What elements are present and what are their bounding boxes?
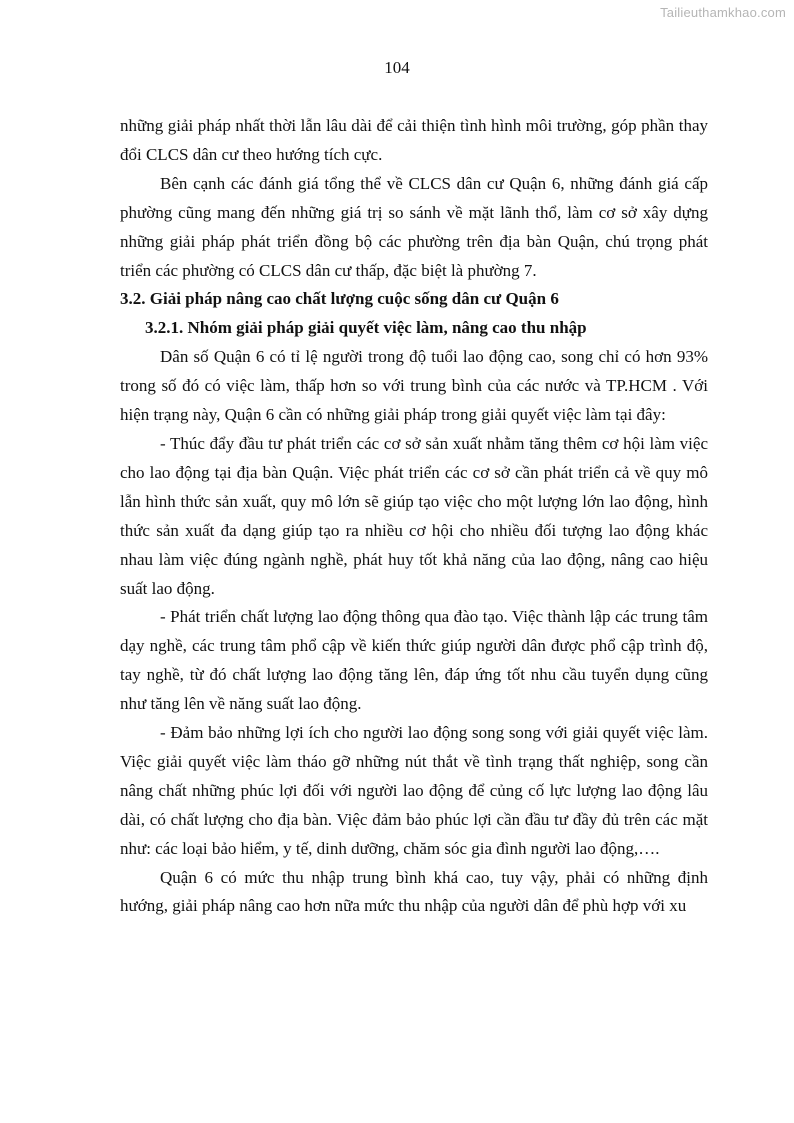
paragraph-income: Quận 6 có mức thu nhập trung bình khá cao, tuy vậy, phải có những định hướng, giải pháp nâng cao hơn nữa mức thu nhập của người dân để phù hợp với xu: [120, 867, 708, 916]
paragraph-ward-assessment: Bên cạnh các đánh giá tổng thể về CLCS dân cư Quận 6, những đánh giá cấp phường cũng mang đến những giá trị so sánh về mặt lãnh thổ, làm cơ sở xây dựng những giải pháp phát triển đồng bộ các phường trên địa bàn Quận, chú trọng phát triển các phường có CLCS dân cư thấp, đặc biệt là phường 7.: [120, 173, 708, 280]
bullet-investment: - Thúc đẩy đầu tư phát triển các cơ sở sản xuất nhằm tăng thêm cơ hội làm việc cho lao động tại địa bàn Quận. Việc phát triển các cơ sở cần phát triển cả về quy mô lẫn hình thức sản xuất, quy mô lớn sẽ giúp tạo việc cho một lượng lớn lao động, hình thức sản xuất đa dạng giúp tạo ra nhiều cơ hội cho nhiều đối tượng lao động khác nhau làm việc đúng ngành nghề, phát huy tốt khả năng của lao động, nâng cao hiệu suất lao động.: [120, 433, 708, 598]
page-number: 104: [384, 58, 410, 77]
paragraph-continuation: những giải pháp nhất thời lẫn lâu dài để cải thiện tình hình môi trường, góp phần thay đổi CLCS dân cư theo hướng tích cực.: [120, 116, 708, 164]
watermark: Tailieuthamkhao.com: [660, 5, 786, 20]
document-body: [120, 112, 708, 921]
bullet-benefits: - Đảm bảo những lợi ích cho người lao động song song với giải quyết việc làm. Việc giải quyết việc làm tháo gỡ những nút thắt về tình trạng thất nghiệp, song cần nâng chất những phúc lợi đối với người lao động để củng cố lực lượng lao động lâu dài, có chất lượng cho địa bàn. Việc đảm bảo phúc lợi cần đầu tư đầy đủ trên các mặt như: các loại bảo hiểm, y tế, dinh dưỡng, chăm sóc gia đình người lao động,….: [120, 723, 708, 858]
subsection-heading: 3.2.1. Nhóm giải pháp giải quyết việc làm, nâng cao thu nhập: [145, 318, 587, 338]
bullet-training: - Phát triển chất lượng lao động thông qua đào tạo. Việc thành lập các trung tâm dạy nghề, các trung tâm phổ cập về kiến thức giúp người dân được phổ cập trình độ, tay nghề, từ đó chất lượng lao động tăng lên, đáp ứng tốt nhu cầu tuyển dụng cũng như tăng lên về năng suất lao động.: [120, 607, 708, 714]
paragraph-employment-intro: Dân số Quận 6 có tỉ lệ người trong độ tuổi lao động cao, song chỉ có hơn 93% trong số đó có việc làm, thấp hơn so với trung bình của các nước và TP.HCM . Với hiện trạng này, Quận 6 cần có những giải pháp trong giải quyết việc làm tại đây:: [120, 347, 708, 425]
section-heading: 3.2. Giải pháp nâng cao chất lượng cuộc sống dân cư Quận 6: [120, 289, 559, 309]
